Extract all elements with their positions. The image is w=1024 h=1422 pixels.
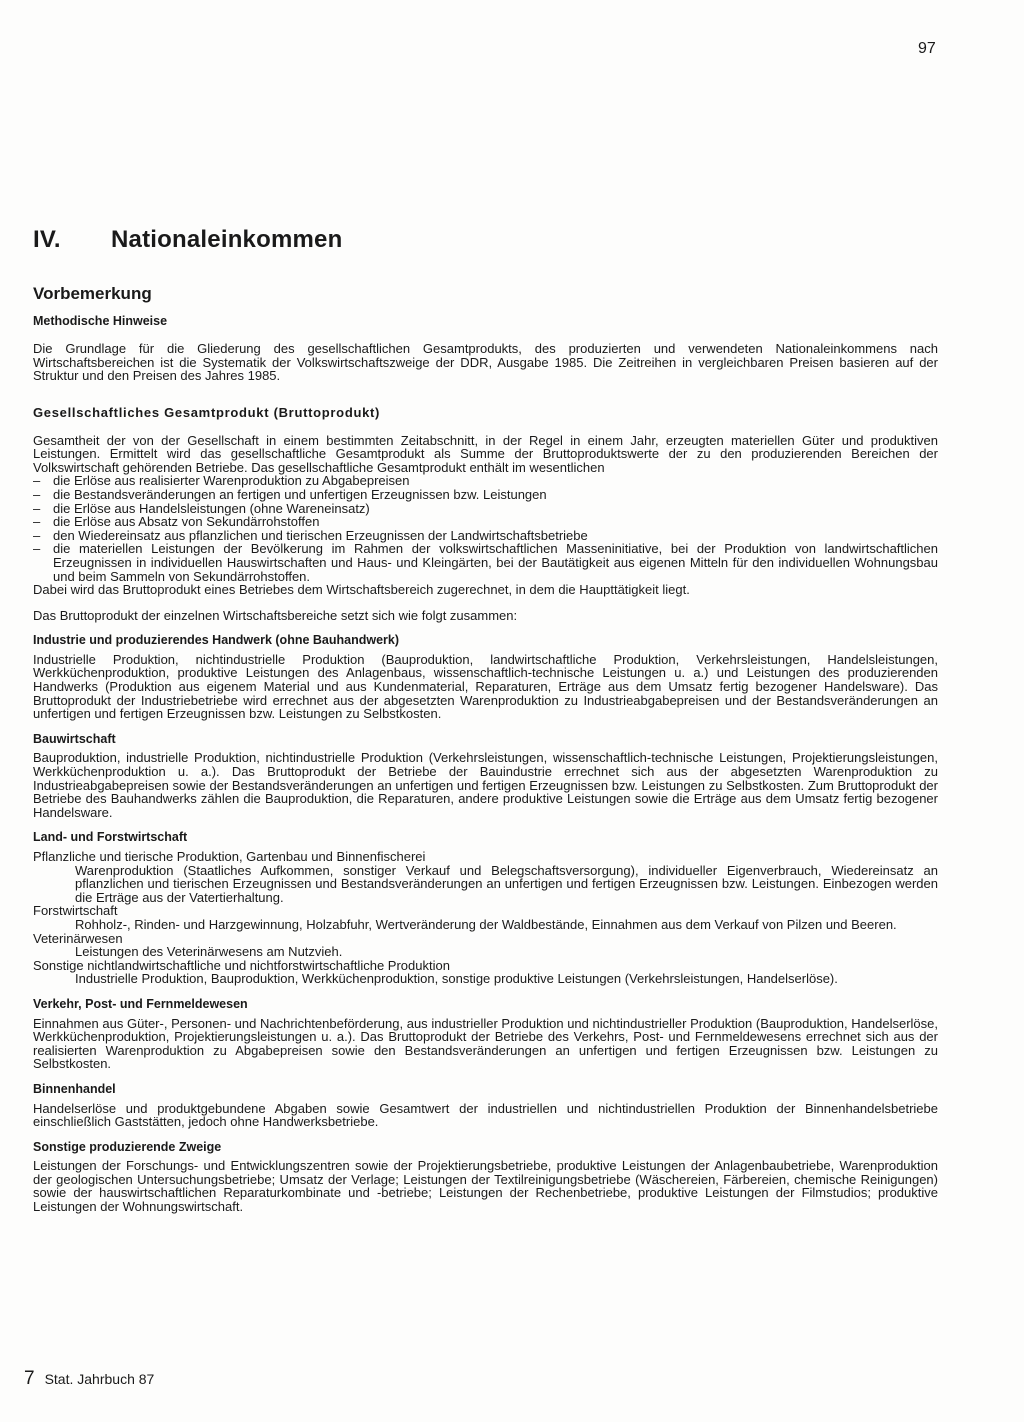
gross-product-intro: Gesamtheit der von der Gesellschaft in einem bestimmten Zeitabschnitt, in der Regel in einem Jahr, erzeugten materiellen Güter und produktiven Leistungen. Ermittelt wird das gesellschaftliche Gesamtprodukt als Summe der Bruttoproduktswerte der zu den produzierenden Bereichen der Volkswirtschaft gehörenden Betriebe. Das gesellschaftliche Gesamtprodukt enthält im wesentlichen: [33, 432, 938, 475]
gross-product-heading: Gesellschaftliches Gesamtprodukt (Bruttoprodukt): [33, 404, 381, 420]
agriculture-forestry-label: Forstwirtschaft: [33, 903, 118, 919]
page-content: [33, 284, 938, 1215]
agriculture-vet-label: Veterinärwesen: [33, 930, 123, 946]
agriculture-other-label: Sonstige nichtlandwirtschaftliche und nichtforstwirtschaftliche Produktion: [33, 957, 450, 973]
composition-text: Das Bruttoprodukt der einzelnen Wirtschaftsbereiche setzt sich wie folgt zusammen:: [33, 607, 518, 623]
gross-product-list: [33, 474, 938, 583]
section-title: Vorbemerkung: [33, 284, 152, 303]
footer-source: Stat. Jahrbuch 87: [44, 1371, 155, 1387]
chapter-title: Nationaleinkommen: [111, 226, 343, 253]
sheet-number: 7: [24, 1368, 35, 1389]
transport-text: Einnahmen aus Güter-, Personen- und Nachrichtenbeförderung, aus industrieller Produktion und nichtindustrieller Produktion (Bauproduktion, Handelserlöse, Werkküchenproduktion, Projektierungsleistungen u. a.). Das Bruttoprodukt der Betriebe des Verkehrs, Post- und Fernmeldewesens errechnet sich aus der realisierten Warenproduktion zu Abgabepreisen sowie den Bestandsveränderungen an unfertigen und fertigen Erzeugnissen bzw. Leistungen zu Selbstkosten.: [33, 1015, 938, 1072]
list-item: – die materiellen Leistungen der Bevölkerung im Rahmen der volkswirtschaftlichen Masseninitiative, bei der Produktion von landwirtschaftlichen Erzeugnissen in individuellen Hauswirtschaften und Haus- und Kleingärten, bei der Bautätigkeit aus eigenen Mitteln für den individuellen Wohnungsbau und beim Sammeln von Sekundärrohstoffen.: [33, 542, 938, 583]
industry-heading: Industrie und produzierendes Handwerk (ohne Bauhandwerk): [33, 633, 400, 648]
list-item: – die Erlöse aus realisierter Warenproduktion zu Abgabepreisen: [33, 474, 938, 488]
other-sectors-heading: Sonstige produzierende Zweige: [33, 1139, 222, 1154]
trade-heading: Binnenhandel: [33, 1081, 116, 1096]
agriculture-forestry-text: Rohholz-, Rinden- und Harzgewinnung, Holzabfuhr, Wertveränderung der Waldbestände, Einnahmen aus dem Verkauf von Pilzen und Beeren.: [75, 916, 897, 932]
chapter-heading: [33, 226, 342, 254]
agriculture-plant-label: Pflanzliche und tierische Produktion, Gartenbau und Binnenfischerei: [33, 849, 426, 864]
methodology-text: Die Grundlage für die Gliederung des gesellschaftlichen Gesamtprodukts, des produzierten und verwendeten Nationaleinkommens nach Wirtschaftsbereichen ist die Systematik der Volkswirtschaftszweige der DDR, Ausgabe 1985. Die Zeitreihen in vergleichbaren Preisen basieren auf der Struktur und den Preisen des Jahres 1985.: [33, 341, 938, 384]
methodology-heading: Methodische Hinweise: [33, 313, 168, 328]
chapter-number: IV.: [33, 226, 61, 253]
page-number: 97: [918, 40, 936, 57]
agriculture-plant-text: Warenproduktion (Staatliches Aufkommen, sonstiger Verkauf und Belegschaftsversorgung), individueller Eigenverbrauch, Wiedereinsatz an pflanzlichen und tierischen Erzeugnissen und Bestandsveränderungen an unfertigen und fertigen Erzeugnissen bzw. Leistungen. Einbezogen werden die Erträge aus der Vatertierhaltung.: [75, 862, 938, 905]
other-sectors-text: Leistungen der Forschungs- und Entwicklungszentren sowie der Projektierungsbetriebe, produktive Leistungen der Anlagenbaubetriebe, Warenproduktion der geologischen Untersuchungsbetriebe; Umsatz der Verlage; Leistungen der Textilreinigungsbetriebe (Wäschereien, Färbereien, chemische Reinigungen) sowie der hauswirtschaftlichen Reparaturkombinate und -betriebe; Leistungen der Rechenbetriebe, produktive Leistungen der Filmstudios; produktive Leistungen der Wohnungswirtschaft.: [33, 1158, 938, 1215]
page-footer: [24, 1368, 154, 1390]
transport-heading: Verkehr, Post- und Fernmeldewesen: [33, 996, 248, 1011]
list-item: – die Erlöse aus Handelsleistungen (ohne Wareneinsatz): [33, 502, 938, 516]
agriculture-other-text: Industrielle Produktion, Bauproduktion, Werkküchenproduktion, sonstige produktive Leistungen (Verkehrsleistungen, Handelserlöse).: [75, 971, 838, 987]
agriculture-vet-text: Leistungen des Veterinärwesens am Nutzvieh.: [75, 944, 343, 960]
construction-heading: Bauwirtschaft: [33, 731, 116, 746]
industry-text: Industrielle Produktion, nichtindustrielle Produktion (Bauproduktion, landwirtschaftliche Produktion, Verkehrsleistungen, Handelsleistungen, Werkküchenproduktion, produktive Leistungen des Anlagenbaus, wissenschaftlich-technische Leistungen u. a.) und Leistungen des produzierenden Handwerks (Produktion aus eigenem Material und aus Kundenmaterial, Reparaturen, Erträge aus dem Umsatz fertig bezogener Handelsware). Das Bruttoprodukt der Industriebetriebe wird errechnet aus der abgesetzten Warenproduktion zu Industrieabgabepreisen und der Bestandsveränderungen an unfertigen und fertigen Erzeugnissen bzw. Leistungen zu Selbstkosten.: [33, 651, 938, 722]
trade-text: Handelserlöse und produktgebundene Abgaben sowie Gesamtwert der industriellen und nichtindustriellen Produktion der Binnenhandelsbetriebe einschließlich Gaststätten, jedoch ohne Handwerksbetriebe.: [33, 1100, 938, 1130]
gross-product-closing: Dabei wird das Bruttoprodukt eines Betriebes dem Wirtschaftsbereich zugerechnet, in dem die Haupttätigkeit liegt.: [33, 582, 690, 598]
list-item: – die Erlöse aus Absatz von Sekundärrohstoffen: [33, 515, 938, 529]
construction-text: Bauproduktion, industrielle Produktion, nichtindustrielle Produktion (Verkehrsleistungen, wissenschaftlich-technische Leistungen, Projektierungsleistungen, Werkküchenproduktion u. a.). Das Bruttoprodukt der Betriebe der Bauindustrie errechnet sich aus der abgesetzten Warenproduktion zu Industrieabgabepreisen sowie der Bestandsveränderungen an unfertigen und fertigen Erzeugnissen bzw. Leistungen zu Selbstkosten. Zum Bruttoprodukt der Betriebe des Bauhandwerks zählen die Bauproduktion, die Reparaturen, andere produktive Leistungen sowie die Erträge aus dem Umsatz fertig bezogener Handelsware.: [33, 750, 938, 820]
agriculture-heading: Land- und Forstwirtschaft: [33, 830, 188, 845]
list-item: – die Bestandsveränderungen an fertigen und unfertigen Erzeugnissen bzw. Leistungen: [33, 488, 938, 502]
list-item: – den Wiedereinsatz aus pflanzlichen und tierischen Erzeugnissen der Landwirtschaftsbetriebe: [33, 529, 938, 543]
